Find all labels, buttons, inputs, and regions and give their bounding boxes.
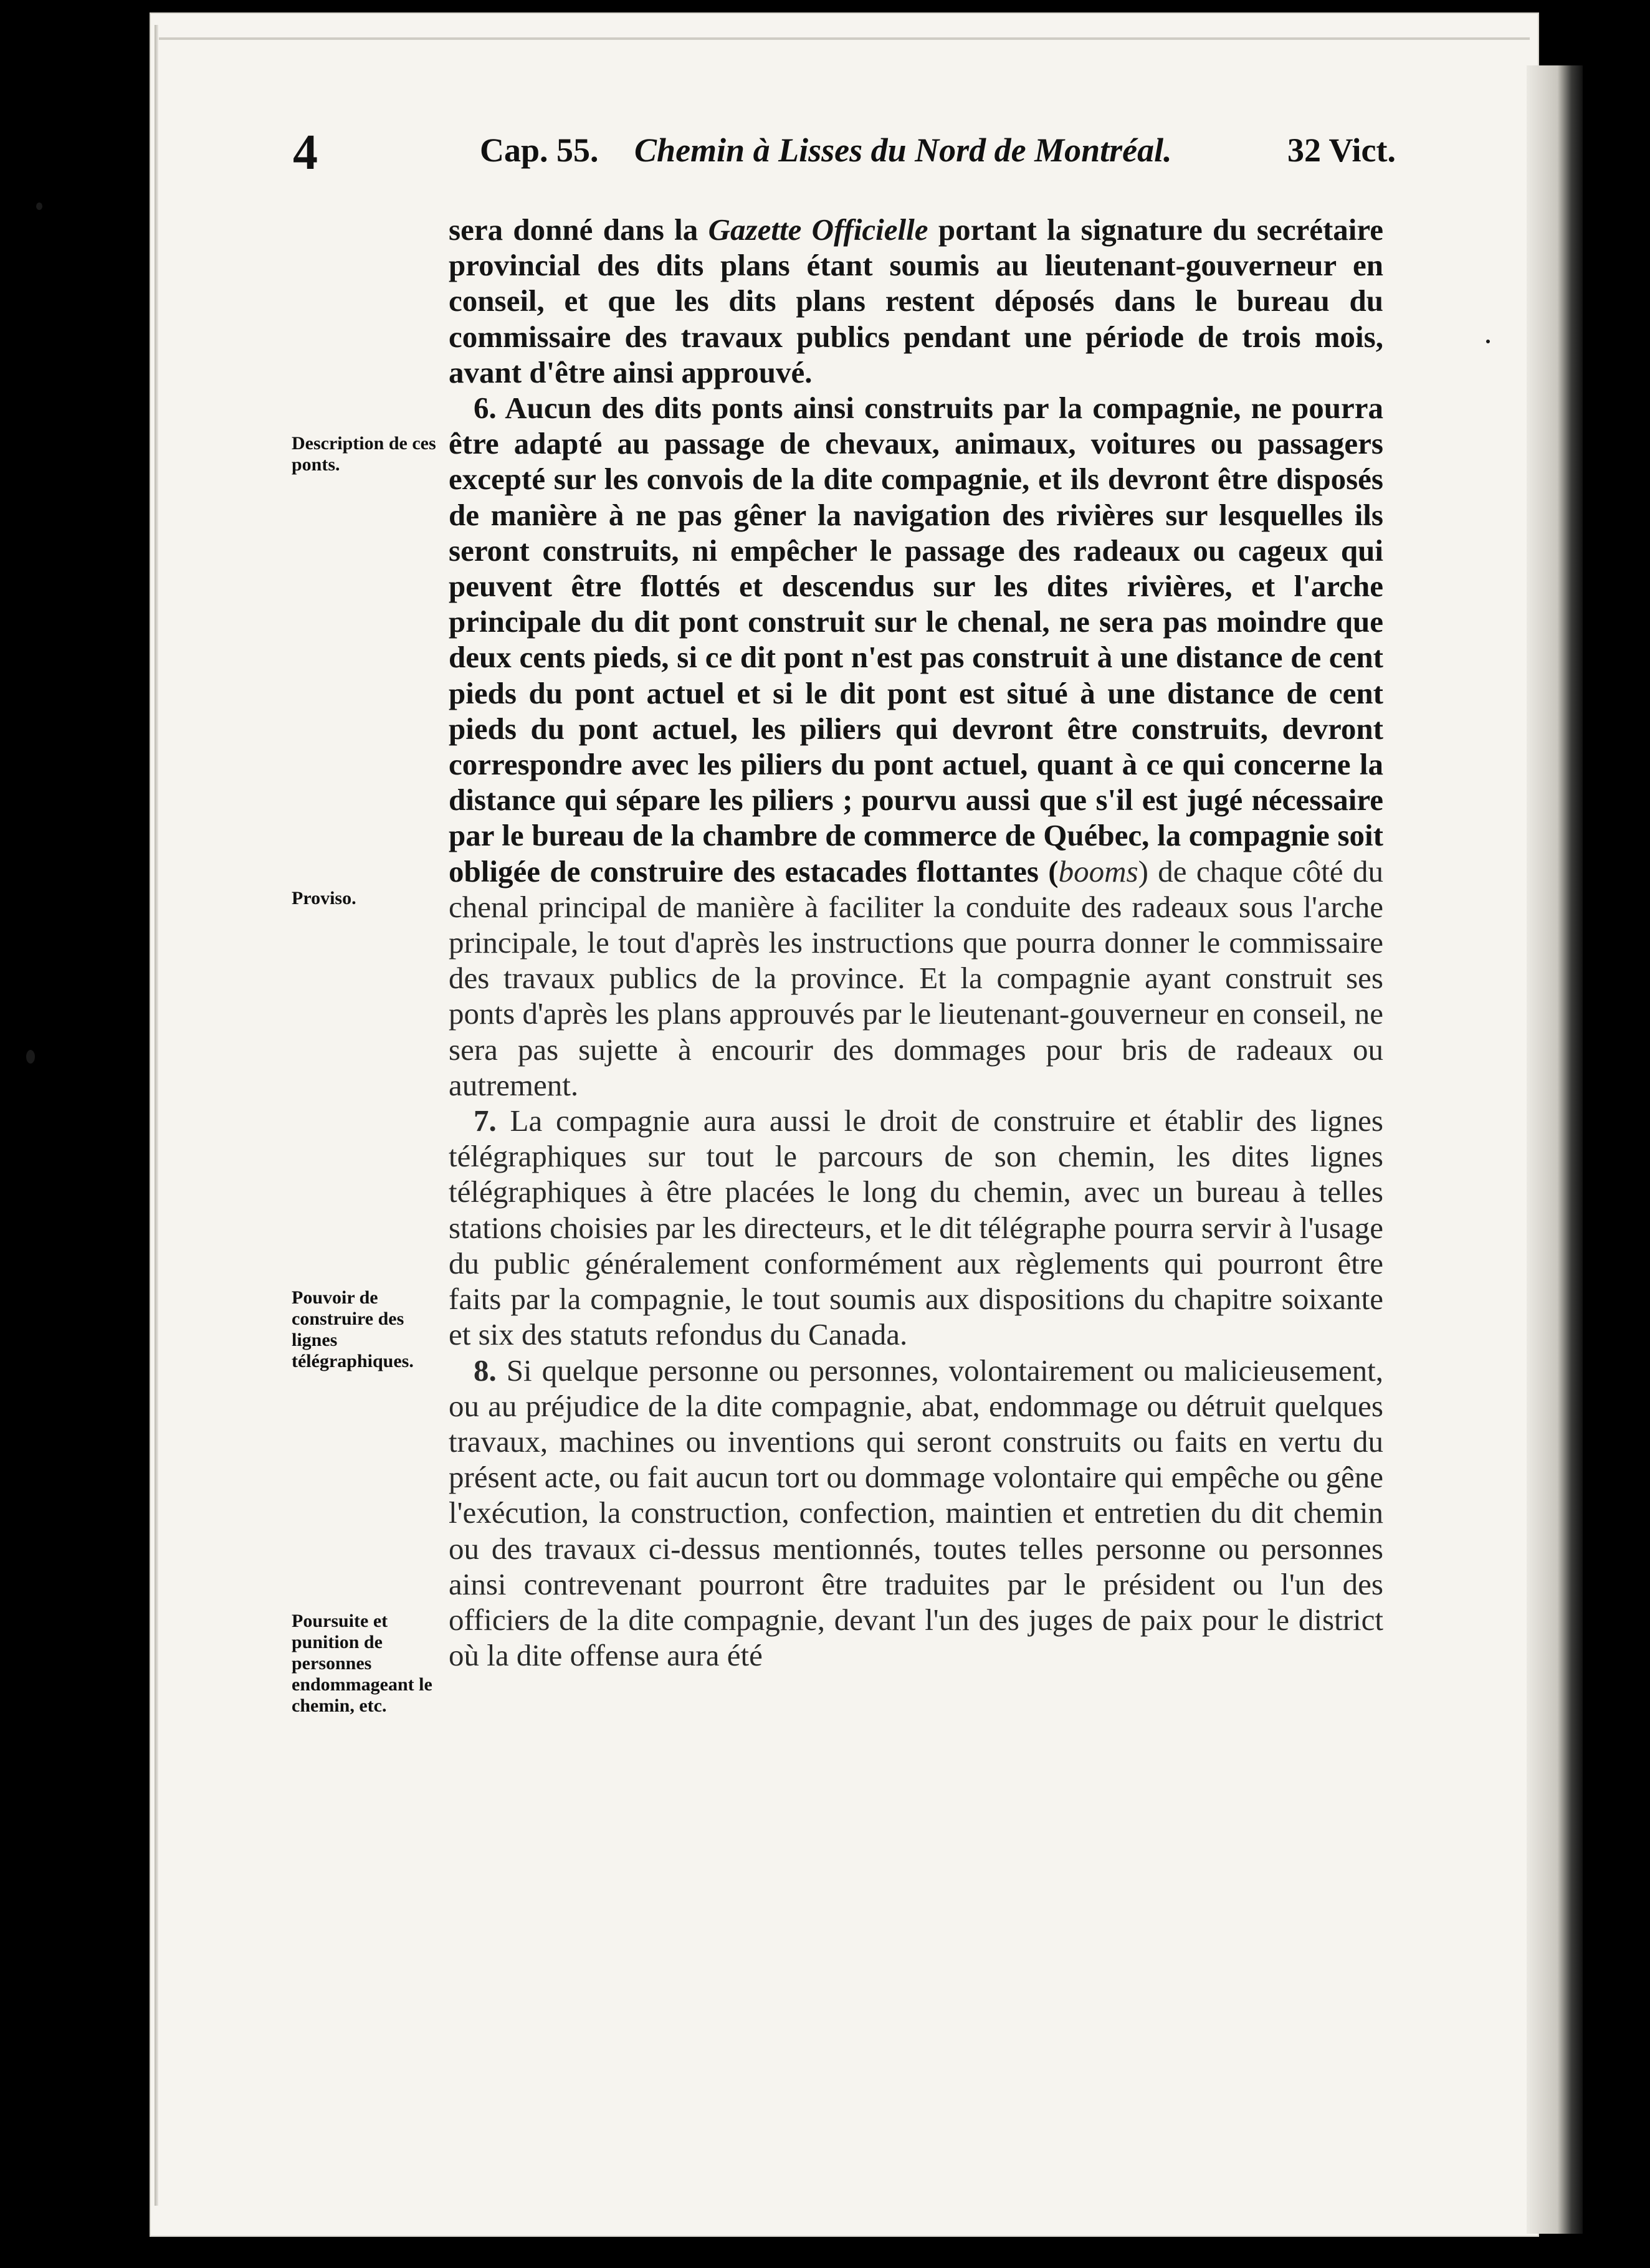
- scan-speck: [26, 1050, 35, 1064]
- section-6: [449, 390, 1383, 1103]
- page-top-edge: [159, 37, 1530, 40]
- page-number: 4: [293, 125, 318, 180]
- section-7: [449, 1103, 1383, 1352]
- scan-speck: [36, 202, 42, 210]
- running-head: [480, 131, 1396, 169]
- body-text: [449, 212, 1383, 1673]
- act-title: Chemin à Lisses du Nord de Montréal.: [634, 131, 1172, 169]
- text-run: Aucun des dits ponts ainsi construits par la compagnie, ne pourra être adapté au passage de chevaux, animaux, voitures ou passagers excepté sur les convois de la dite compagnie, et ils devront être disposés de manière à ne pas gêner la navigation des rivières sur lesquelles ils seront construits, ni empêcher le passage des radeaux ou cageux qui peuvent être flottés et descendus sur les dites rivières, et l'arche principale du dit pont construit sur le chenal, ne sera pas moindre que deux cents pieds, si ce dit pont n'est pas construit à une distance de cent pieds du pont actuel et si le dit pont est situé à une distance de cent pieds du pont actuel, les piliers qui devront être construits, devront correspondre avec les piliers du pont actuel, quant à ce qui concerne la distance qui sépare les piliers ; pourvu aussi que s'il est jugé nécessaire par le bureau de la chambre de commerce de Québec, la compagnie soit obligée de construire des estacades flottantes (: [449, 391, 1383, 889]
- binding-edge: [155, 25, 158, 2206]
- text-run: La compagnie aura aussi le droit de construire et établir des lignes télégraphiques sur tout le parcours de son chemin, les dites lignes télégraphiques à être placées le long du chemin, avec un bureau à telles stations choisies par les directeurs, et le dit télégraphe pourra servir à l'usage du public généralement conformément aux règlements qui pourront être faits par la compagnie, le tout soumis aux dispositions du chapitre soixante et six des statuts refondus du Canada.: [449, 1103, 1383, 1352]
- paragraph-intro: [449, 212, 1383, 390]
- text-run: ) de chaque côté du chenal principal de manière à faciliter la conduite des radeaux sous l'arche principale, le tout d'après les instructions que pourra donner le commissaire des travaux publics de la province. Et la compagnie ayant construit ses ponts d'après les plans approuvés par le lieutenant-gouverneur en conseil, ne sera pas sujette à encourir des dommages pour bris de radeaux ou autrement.: [449, 854, 1383, 1102]
- section-8: [449, 1353, 1383, 1674]
- page-edge-shadow: [1527, 65, 1583, 2234]
- margin-note-prosecution: Poursuite et punition de personnes endommageant le chemin, etc.: [292, 1611, 432, 1716]
- scan-speck: [1486, 340, 1490, 343]
- margin-note-proviso: Proviso.: [292, 888, 356, 908]
- regnal-year: 32 Vict.: [1287, 131, 1396, 169]
- text-run: Si quelque personne ou personnes, volontairement ou malicieusement, ou au préjudice de la dite compagnie, abat, endommage ou détruit quelques travaux, machines ou inventions qui seront construits ou faits en vertu du présent acte, ou fait aucun tort ou dommage volontaire qui empêche ou gêne l'exécution, la construction, confection, maintien et entretien du dit chemin ou des travaux ci-dessus mentionnés, toutes telles personne ou personnes ainsi contrevenant pourront être traduites par le président ou l'un des officiers de la dite compagnie, devant l'un des juges de paix pour le district où la dite offense aura été: [449, 1353, 1384, 1673]
- text-run: sera donné dans la: [449, 212, 699, 247]
- margin-note-description: Description de ces ponts.: [292, 433, 436, 475]
- section-number: 7.: [474, 1103, 497, 1138]
- chapter-number: Cap. 55.: [480, 131, 599, 169]
- text-run: portant la signature du secrétaire provincial des dits plans étant soumis au lieutenant-gouverneur en conseil, et que les dits plans restent déposés dans le bureau du commissaire des travaux publics pendant une période de trois mois, avant d'être ainsi approuvé.: [449, 212, 1384, 389]
- margin-note-telegraph: Pouvoir de construire des lignes télégraphiques.: [292, 1287, 414, 1371]
- booms-term: booms: [1058, 854, 1138, 889]
- section-number: 6.: [474, 391, 497, 426]
- running-header: [293, 125, 1396, 187]
- gazette-title: Gazette Officielle: [708, 212, 928, 247]
- section-number: 8.: [474, 1353, 497, 1388]
